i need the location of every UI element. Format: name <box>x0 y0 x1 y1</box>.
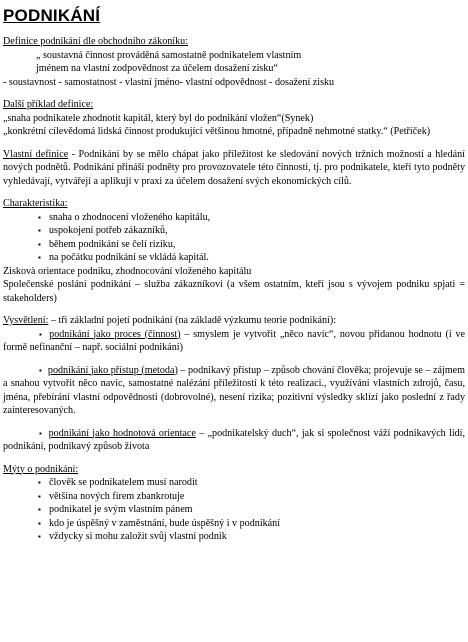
point-1-label: podnikání jako proces (činnost) <box>49 328 181 340</box>
list-item: ▪ během podnikání se čelí riziku, <box>3 238 465 252</box>
section-vlastni-definice <box>3 148 465 189</box>
list-item: ▪ kdo je úspěšný v zaměstnání, bude úspěšný i v podnikání <box>3 517 465 531</box>
myty-heading: Mýty o podnikání: <box>3 463 79 475</box>
bullet-icon: ▪ <box>39 365 42 375</box>
section-vysvetleni <box>3 314 465 454</box>
myty-list <box>3 476 465 544</box>
list-item: ▪ většina nových firem zbankrotuje <box>3 490 465 504</box>
charakteristika-line-1: Ziskovà orientace podniku, zhodnocování vloženého kapitálu <box>3 265 252 277</box>
point-3-label: podnikání jako hodnotová orientace <box>48 427 196 439</box>
vlastni-definice-label: Vlastní definice <box>3 148 69 160</box>
section-definice <box>3 35 465 89</box>
section-charakteristika <box>3 197 465 305</box>
point-2-label: podnikání jako přístup (metoda) <box>47 364 178 376</box>
dalsi-line-2: „konkrétní cílevědomá lidská činnost produkující většinou hmotné, případně nehmotné statky.“ (Petříček) <box>3 126 431 137</box>
vlastni-definice-paragraph <box>3 148 465 189</box>
list-item: ▪ člověk se podnikatelem musí narodit <box>3 476 465 490</box>
point-3-text: – „podnikatelský duch“, jak si společnost váží podnikavých lidí, podnikání, podnikavý způsob života <box>3 427 466 452</box>
definice-summary: - soustavnost - samostatnost - vlastní jméno- vlastní odpovědnost - dosažení zisku <box>3 76 335 88</box>
list-item: ▪ na počátku podnikání se vkládá kapitál. <box>3 251 465 265</box>
vysvetleni-point-1 <box>3 328 465 355</box>
vysvetleni-intro <box>3 314 465 328</box>
page-title: PODNIKÁNÍ <box>3 6 101 25</box>
vysvetleni-label: Vysvětlení: <box>3 315 49 326</box>
list-item: ▪ vždycky si mohu založit svůj vlastní podnik <box>3 530 465 544</box>
charakteristika-list <box>3 211 465 265</box>
vysvetleni-point-3 <box>3 427 465 454</box>
bullet-icon: ▪ <box>39 428 43 438</box>
dalsi-line-1: „snaha podnikatele zhodnotit kapitál, který byl do podnikání vložen“(Synek) <box>3 112 314 124</box>
section-dalsi-priklad <box>3 98 465 139</box>
definice-quote-line-1: „ soustavná činnost prováděná samostatně podnikatelem vlastním <box>36 49 302 61</box>
definice-heading: Definice podnikání dle obchodního zákoníku: <box>3 36 189 47</box>
list-item: ▪ uspokojení potřeb zákazníků, <box>3 224 465 238</box>
list-item: ▪ snaha o zhodnocení vloženého kapitálu, <box>3 211 465 225</box>
section-myty <box>3 463 465 544</box>
point-2-text: – podnikavý přístup – způsob chování člověka; projevuje se – zájmem a snahou vytvořit něco navíc, samostatné nalézání příležitostí k této realizaci., využívání vlastních zdrojů, času, jména, přebírání vlastní odpovědnosti (dobrovolné), nesení rizika; pozitivní výsledky sklízí jako poslední z řady zainteresovaných. <box>3 364 466 416</box>
dalsi-heading: Další příklad definice: <box>3 99 94 110</box>
charakteristika-heading: Charakteristika: <box>3 198 68 209</box>
definice-quote-line-2: jménem na vlastní zodpovědnost za účelem dosažení zisku“ <box>36 63 278 74</box>
charakteristika-line-2: Společenské poslání podnikání – služba zákazníkovi (a všem ostatním, kteří jsou s vývojem podniku spjati = stakeholders) <box>3 279 465 304</box>
point-1-text: – smyslem je vytvořit „něco navíc“, novou přidanou hodnotu (i ve formě nefinanční – např. sociální podnikání) <box>3 328 466 353</box>
bullet-icon: ▪ <box>39 329 44 339</box>
vlastni-definice-text: - Podnikání by se mělo chápat jako příležitost ke sledování nových tržních možností a hledání nových podnětů. Podnikání přináší podněty pro provozovatele této činnosti, tj. pro podnikatele, kteří tyto podněty vyhledávají, vytvářejí a aplikují v praxi za účelem dosažení svých ekonomických cílů. <box>3 148 465 187</box>
vysvetleni-point-2 <box>3 364 465 418</box>
list-item: ▪ podnikatel je svým vlastním pánem <box>3 503 465 517</box>
vysvetleni-text: – tři základní pojetí podnikání (na základě výzkumu teorie podnikání): <box>48 315 337 326</box>
